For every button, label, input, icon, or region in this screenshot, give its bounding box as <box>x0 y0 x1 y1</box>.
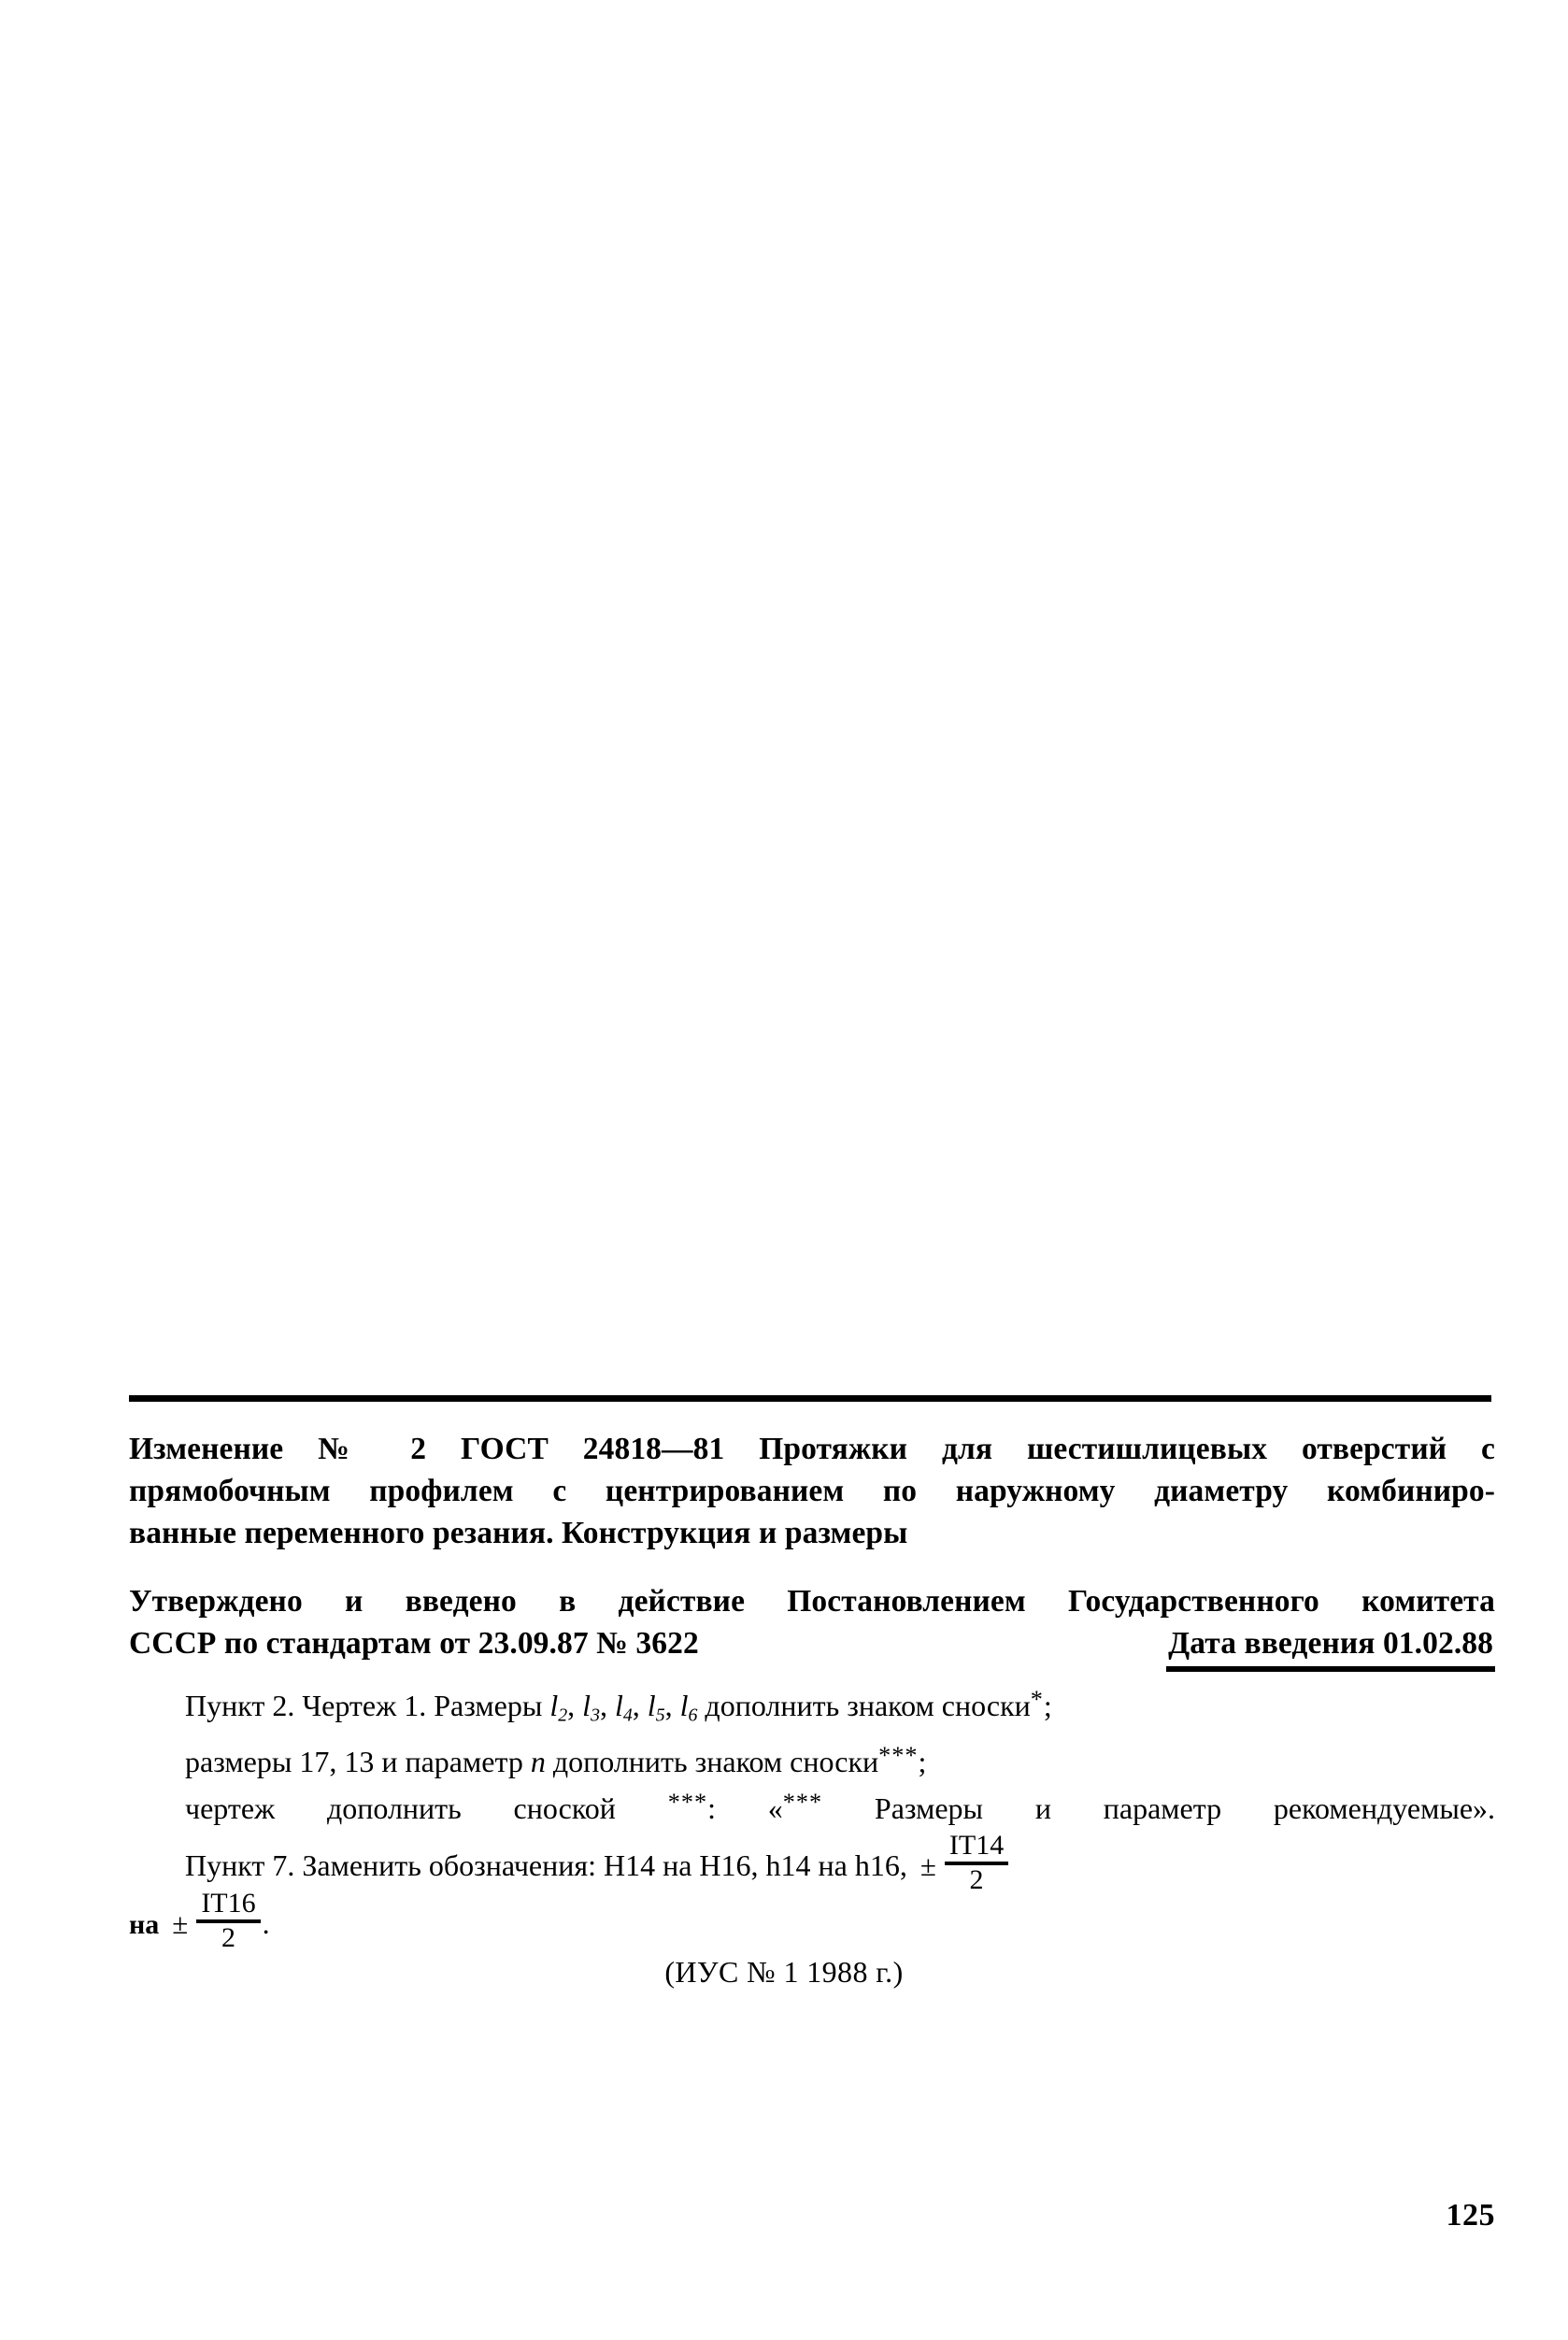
clause-2-line-1: Пункт 2. Чертеж 1. Размеры $l_2$, $l_3$, $l_4$, $l_5$, $l_6$ дополнить знаком сноски*; <box>185 1686 1052 1726</box>
clause-2-line-2-suffix: дополнить знаком сноски <box>545 1745 879 1779</box>
ius-reference-note: (ИУС № 1 1988 г.) <box>664 1955 904 1989</box>
parameter-n-symbol: n <box>530 1745 546 1779</box>
clause-7-na-word: на <box>129 1909 160 1941</box>
approval-line-2: СССР по стандартам от 23.09.87 № 3622 <box>129 1626 699 1661</box>
plus-minus-sign-1: ± <box>919 1849 936 1883</box>
clause-7-lead-text: Пункт 7. Заменить обозначения: H14 на H16, h14 на h16, <box>185 1848 907 1883</box>
plus-minus-sign-2: ± <box>172 1907 189 1941</box>
clause-2-line-3-b: : « <box>707 1791 783 1826</box>
clause-2-line-3 <box>129 1782 1495 1829</box>
footnote-mark-triple-c: *** <box>782 1789 823 1817</box>
size-symbol-l6: $l_6$ <box>679 1688 698 1726</box>
clause-2-line-1-suffix: дополнить знаком сноски <box>697 1688 1031 1722</box>
clause-2-line-3-c: Размеры и параметр рекомендуемые». <box>822 1791 1496 1826</box>
clause-2-line-2 <box>129 1735 1495 1782</box>
fraction-denominator-2a: 2 <box>969 1863 984 1895</box>
effective-date-label: Дата введения 01.02.88 <box>1166 1626 1495 1672</box>
clause-7-trailing-period: . <box>262 1906 270 1941</box>
fraction-numerator-it14: IT14 <box>945 1832 1008 1865</box>
clause-2-line-3-a: чертеж дополнить сноской <box>185 1791 616 1826</box>
effective-date-row <box>129 1626 1495 1672</box>
fraction-denominator-2b: 2 <box>221 1921 235 1953</box>
clause-2-line-1-end: ; <box>1043 1688 1052 1722</box>
size-symbol-l5: $l_5$ <box>647 1688 665 1726</box>
section-divider-rule <box>129 1395 1491 1402</box>
approval-line-1: Утверждено и введено в действие Постановлением Государственного комитета <box>129 1584 1495 1619</box>
clause-7-line-1 <box>185 1832 1010 1894</box>
amendment-title-line-3: ванные переменного резания. Конструкция и размеры <box>129 1516 908 1550</box>
footnote-mark-triple-a: *** <box>878 1742 919 1770</box>
clause-7-line-2 <box>129 1890 270 1952</box>
footnote-mark-triple-b: *** <box>667 1789 708 1817</box>
size-symbol-l2: $l_2$ <box>549 1688 568 1726</box>
size-symbol-l3: $l_3$ <box>582 1688 600 1726</box>
clause-body-block <box>129 1679 1495 1829</box>
amendment-title-paragraph <box>129 1428 1495 1554</box>
amendment-title-line-2: прямобочным профилем с центрированием по наружному диаметру комбиниро- <box>129 1474 1495 1508</box>
footnote-mark-single: * <box>1030 1686 1044 1713</box>
page-number: 125 <box>1446 2198 1495 2233</box>
size-symbol-l4: $l_4$ <box>614 1688 633 1726</box>
clause-2-line-2-end: ; <box>918 1745 927 1779</box>
clause-2-line-2-prefix: размеры 17, 13 и параметр <box>185 1745 531 1779</box>
clause-2-line-1-prefix: Пункт 2. Чертеж 1. Размеры <box>185 1688 550 1722</box>
fraction-numerator-it16: IT16 <box>196 1890 260 1923</box>
fraction-it14-over-2 <box>945 1832 1008 1894</box>
amendment-title-line-1: Изменение № 2 ГОСТ 24818—81 Протяжки для шестишлицевых отверстий с <box>129 1432 1495 1466</box>
fraction-it16-over-2 <box>196 1890 260 1952</box>
